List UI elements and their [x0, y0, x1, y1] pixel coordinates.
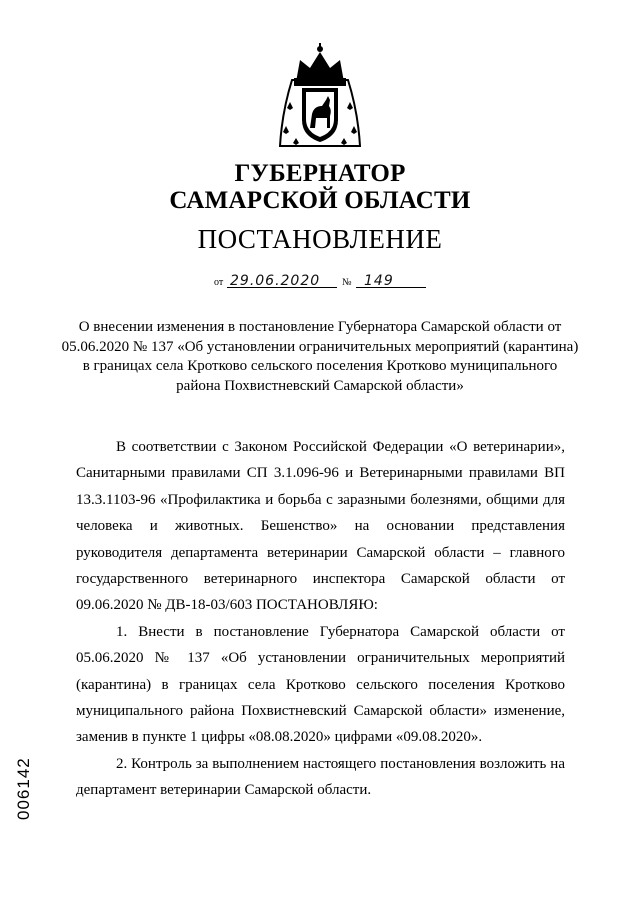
serial-number: 006142 [14, 757, 33, 820]
document-type-title: ПОСТАНОВЛЕНИЕ [197, 224, 443, 254]
org-name-line2: САМАРСКОЙ ОБЛАСТИ [169, 187, 471, 214]
org-name-line1: ГУБЕРНАТОР [234, 160, 406, 187]
samara-coat-of-arms-icon [272, 42, 368, 154]
document-body [76, 434, 565, 804]
document-subject: О внесении изменения в постановление Губернатора Самарской области от 05.06.2020 № 137 «Об установлении ограничительных мероприятий (карантина) в границах села Кротково сельского поселения Кротково муниципального района Похвистневский Самарской области» [61, 319, 579, 394]
clause-1-paragraph: 1. Внести в постановление Губернатора Самарской области от 05.06.2020 № 137 «Об установлении ограничительных мероприятий (карантина) в границах села Кротково сельского поселения Кротково муниципального района Похвистневский Самарской области» изменение, заменив в пункте 1 цифры «08.08.2020» цифрами «09.08.2020». [76, 623, 565, 746]
number-label: № [342, 277, 352, 288]
handwritten-number: 149 [364, 273, 394, 289]
preamble-paragraph: В соответствии с Законом Российской Федерации «О ветеринарии», Санитарными правилами СП 3.1.096-96 и Ветеринарными правилами ВП 13.3.1103-96 «Профилактика и борьба с заразными болезнями, общими для человека и животных. Бешенство» на основании представления руководителя департамента ветеринарии Самарской области – главного государственного ветеринарного инспектора Самарской области от 09.06.2020 № ДВ-18-03/603 ПОСТАНОВЛЯЮ: [76, 439, 565, 614]
date-number-line [214, 272, 434, 292]
clause-2-paragraph: 2. Контроль за выполнением настоящего постановления возложить на департамент ветеринарии Самарской области. [76, 755, 565, 799]
handwritten-date: 29.06.2020 [230, 273, 321, 289]
date-from-label: от [214, 277, 224, 288]
